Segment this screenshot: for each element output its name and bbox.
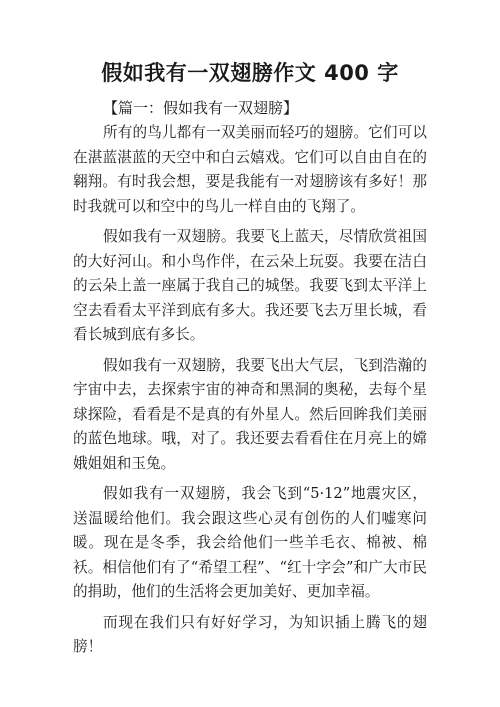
document-title: 假如我有一双翅膀作文 400 字 — [101, 61, 399, 85]
section-label: 【篇一：假如我有一双翅膀】 — [103, 99, 299, 117]
paragraph: 假如我有一双翅膀。我要飞上蓝天，尽情欣赏祖国的大好河山。和小鸟作伴，在云朵上玩耍。我要在洁白的云朵上盖一座属于我自己的城堡。我要飞到太平洋上空去看看太平洋到底有多大。我还要飞去万里长城，看看长城到底有多长。 — [73, 228, 427, 343]
paragraph: 所有的鸟儿都有一双美丽而轻巧的翅膀。它们可以在湛蓝湛蓝的天空中和白云嬉戏。它们可以自由自在的翱翔。有时我会想，要是我能有一对翅膀该有多好！那时我就可以和空中的鸟儿一样自由的飞翔了。 — [73, 124, 427, 215]
paragraph: 假如我有一双翅膀，我要飞出大气层，飞到浩瀚的宇宙中去，去探索宇宙的神奇和黑洞的奥秘，去每个星球探险，看看是不是真的有外星人。然后回眸我们美丽的蓝色地球。哦，对了。我还要去看看住在月亮上的嫦娥姐姐和玉兔。 — [73, 356, 427, 472]
paragraph: 而现在我们只有好好学习，为知识插上腾飞的翅膀！ — [73, 613, 427, 655]
paragraph: 假如我有一双翅膀，我会飞到“5·12”地震灾区，送温暖给他们。我会跟这些心灵有创伤的人们嘘寒问暖。现在是冬季，我会给他们一些羊毛衣、棉被、棉袄。相信他们有了“希望工程”、“红十字会”和广大市民的捐助，他们的生活将会更加美好、更加幸福。 — [73, 485, 427, 600]
